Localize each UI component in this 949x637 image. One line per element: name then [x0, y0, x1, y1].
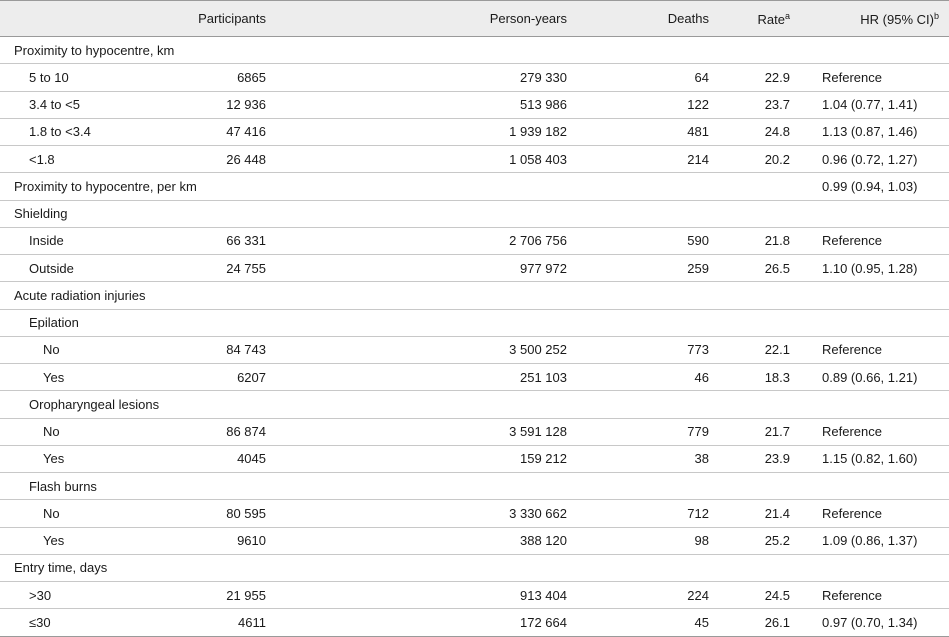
row-label: 5 to 10 — [29, 69, 69, 85]
table-row — [0, 527, 949, 554]
cell-participants: 86 874 — [226, 424, 266, 440]
cell-rate: 24.8 — [764, 124, 790, 140]
cell-participants — [146, 391, 296, 418]
header-rate: Rate$^a$ — [741, 1, 822, 37]
cell-hr: 0.99 (0.94, 1.03) — [822, 178, 918, 194]
cell-rate: 20.2 — [764, 151, 790, 167]
table-row — [0, 364, 949, 391]
cell-deaths: 773 — [687, 342, 709, 358]
header-deaths: Deaths — [597, 1, 741, 37]
cell-rate — [741, 282, 822, 309]
cell-deaths — [597, 554, 741, 581]
cell-rate — [741, 554, 822, 581]
row-label: Proximity to hypocentre, km — [14, 42, 175, 58]
cell-person-years: 279 330 — [520, 69, 567, 85]
row-label: Shielding — [14, 206, 68, 222]
cell-person-years — [296, 473, 597, 500]
cell-person-years — [296, 391, 597, 418]
cell-hr: 1.10 (0.95, 1.28) — [822, 260, 918, 276]
cell-participants — [146, 282, 296, 309]
row-label: Acute radiation injuries — [14, 287, 146, 303]
table-row — [0, 336, 949, 363]
row-label: Yes — [43, 533, 65, 549]
cell-person-years: 172 664 — [520, 614, 567, 630]
cell-deaths: 64 — [694, 69, 709, 85]
cell-hr: 0.89 (0.66, 1.21) — [822, 369, 918, 385]
table-row — [0, 418, 949, 445]
cell-rate: 21.7 — [764, 424, 790, 440]
cell-participants: 9610 — [237, 533, 266, 549]
cell-rate — [741, 37, 822, 64]
table-row — [0, 64, 949, 91]
cell-hr: 1.09 (0.86, 1.37) — [822, 533, 918, 549]
rate-footnote-marker: a — [784, 10, 790, 21]
table-row — [0, 227, 949, 254]
row-label: No — [43, 505, 60, 521]
cell-hr — [822, 473, 949, 500]
cell-person-years — [296, 282, 597, 309]
cell-person-years: 388 120 — [520, 533, 567, 549]
table-row — [0, 445, 949, 472]
row-label: Proximity to hypocentre, per km — [14, 178, 197, 194]
cell-participants: 6865 — [237, 69, 266, 85]
row-label: Entry time, days — [14, 560, 108, 576]
cell-hr — [822, 37, 949, 64]
cell-participants: 4611 — [238, 614, 266, 630]
cell-participants: 12 936 — [226, 97, 266, 113]
cell-person-years — [296, 200, 597, 227]
cell-hr: Reference — [822, 587, 882, 603]
table-row — [0, 609, 949, 636]
table-row — [0, 146, 949, 173]
cell-person-years: 3 500 252 — [509, 342, 567, 358]
cell-person-years — [296, 554, 597, 581]
cell-person-years: 2 706 756 — [509, 233, 567, 249]
cell-deaths — [597, 173, 741, 200]
cell-participants: 47 416 — [226, 124, 266, 140]
cell-participants: 80 595 — [226, 505, 266, 521]
cell-hr: 1.13 (0.87, 1.46) — [822, 124, 918, 140]
table-row — [0, 282, 949, 309]
cell-rate — [741, 200, 822, 227]
row-label: Oropharyngeal lesions — [29, 396, 160, 412]
row-label: Yes — [43, 369, 65, 385]
cell-person-years: 1 058 403 — [509, 151, 567, 167]
row-label: >30 — [29, 587, 52, 603]
row-label: No — [43, 342, 60, 358]
table-row — [0, 91, 949, 118]
cell-rate: 24.5 — [764, 587, 790, 603]
cell-hr: 1.04 (0.77, 1.41) — [822, 97, 918, 113]
table-row — [0, 200, 949, 227]
table-row — [0, 391, 949, 418]
cell-participants — [146, 200, 296, 227]
cell-deaths — [597, 309, 741, 336]
row-label: ≤30 — [29, 614, 51, 630]
cell-rate: 26.1 — [764, 614, 790, 630]
cell-participants: 26 448 — [226, 151, 266, 167]
cell-deaths: 712 — [687, 505, 709, 521]
cell-hr: Reference — [822, 342, 882, 358]
cell-hr — [822, 554, 949, 581]
cell-participants — [146, 554, 296, 581]
header-hr: HR (95% CI)$^b$ — [822, 1, 949, 37]
header-participants: Participants — [146, 1, 296, 37]
cell-deaths: 98 — [694, 533, 709, 549]
table-body — [0, 37, 949, 637]
table-row — [0, 37, 949, 64]
table-row — [0, 500, 949, 527]
cell-person-years — [296, 173, 597, 200]
cell-rate — [741, 309, 822, 336]
cell-deaths: 122 — [687, 97, 709, 113]
cell-person-years: 977 972 — [520, 260, 567, 276]
cell-rate: 21.4 — [764, 505, 790, 521]
cell-participants — [146, 309, 296, 336]
cell-deaths: 481 — [687, 124, 709, 140]
row-label: Inside — [29, 233, 64, 249]
cell-deaths: 779 — [687, 424, 709, 440]
cell-hr: 0.96 (0.72, 1.27) — [822, 151, 918, 167]
cell-hr — [822, 309, 949, 336]
row-label: No — [43, 424, 60, 440]
row-label: 1.8 to <3.4 — [29, 124, 91, 140]
cell-rate: 26.5 — [764, 260, 790, 276]
cell-deaths — [597, 37, 741, 64]
cell-person-years: 159 212 — [520, 451, 567, 467]
table-row — [0, 554, 949, 581]
table-row — [0, 255, 949, 282]
row-label: <1.8 — [29, 151, 55, 167]
cell-hr — [822, 200, 949, 227]
cell-deaths: 224 — [687, 587, 709, 603]
cell-deaths: 259 — [687, 260, 709, 276]
cell-person-years: 1 939 182 — [509, 124, 567, 140]
table-row — [0, 173, 949, 200]
header-label-col — [0, 1, 146, 37]
cell-hr — [822, 282, 949, 309]
cell-participants — [146, 473, 296, 500]
cell-rate: 22.9 — [764, 69, 790, 85]
cell-deaths — [597, 391, 741, 418]
cell-person-years: 251 103 — [520, 369, 567, 385]
cell-rate: 22.1 — [764, 342, 790, 358]
hr-footnote-marker: b — [933, 10, 939, 21]
cell-deaths — [597, 473, 741, 500]
cell-person-years — [296, 309, 597, 336]
cell-deaths: 38 — [694, 451, 709, 467]
row-label: 3.4 to <5 — [29, 97, 80, 113]
cell-rate: 18.3 — [764, 369, 790, 385]
cell-participants: 24 755 — [226, 260, 266, 276]
cell-person-years: 913 404 — [520, 587, 567, 603]
cell-rate — [741, 473, 822, 500]
cell-rate — [741, 173, 822, 200]
cell-hr: Reference — [822, 424, 882, 440]
cell-person-years — [296, 37, 597, 64]
table-row — [0, 582, 949, 609]
cell-participants: 6207 — [237, 369, 266, 385]
cell-hr: 1.15 (0.82, 1.60) — [822, 451, 918, 467]
cell-deaths: 214 — [687, 151, 709, 167]
cell-hr: Reference — [822, 505, 882, 521]
cell-rate: 25.2 — [764, 533, 790, 549]
table-row — [0, 309, 949, 336]
row-label: Yes — [43, 451, 65, 467]
cell-deaths: 46 — [694, 369, 709, 385]
cell-person-years: 513 986 — [520, 97, 567, 113]
cell-participants: 21 955 — [226, 587, 266, 603]
cell-rate: 23.7 — [764, 97, 790, 113]
table-row — [0, 473, 949, 500]
cell-deaths — [597, 200, 741, 227]
cell-hr: Reference — [822, 233, 882, 249]
cell-deaths: 45 — [694, 614, 709, 630]
header-person-years: Person-years — [296, 1, 597, 37]
cell-hr: 0.97 (0.70, 1.34) — [822, 614, 918, 630]
cell-rate — [741, 391, 822, 418]
cell-participants: 4045 — [237, 451, 266, 467]
cell-person-years: 3 591 128 — [509, 424, 567, 440]
cell-rate: 21.8 — [764, 233, 790, 249]
cell-hr: Reference — [822, 69, 882, 85]
cell-rate: 23.9 — [764, 451, 790, 467]
row-label: Flash burns — [29, 478, 97, 494]
table-header-row — [0, 1, 949, 37]
cell-hr — [822, 391, 949, 418]
row-label: Epilation — [29, 315, 79, 331]
table-row — [0, 118, 949, 145]
cell-person-years: 3 330 662 — [509, 505, 567, 521]
cell-deaths — [597, 282, 741, 309]
cell-participants: 66 331 — [226, 233, 266, 249]
cell-participants: 84 743 — [226, 342, 266, 358]
cell-deaths: 590 — [687, 233, 709, 249]
row-label: Outside — [29, 260, 74, 276]
